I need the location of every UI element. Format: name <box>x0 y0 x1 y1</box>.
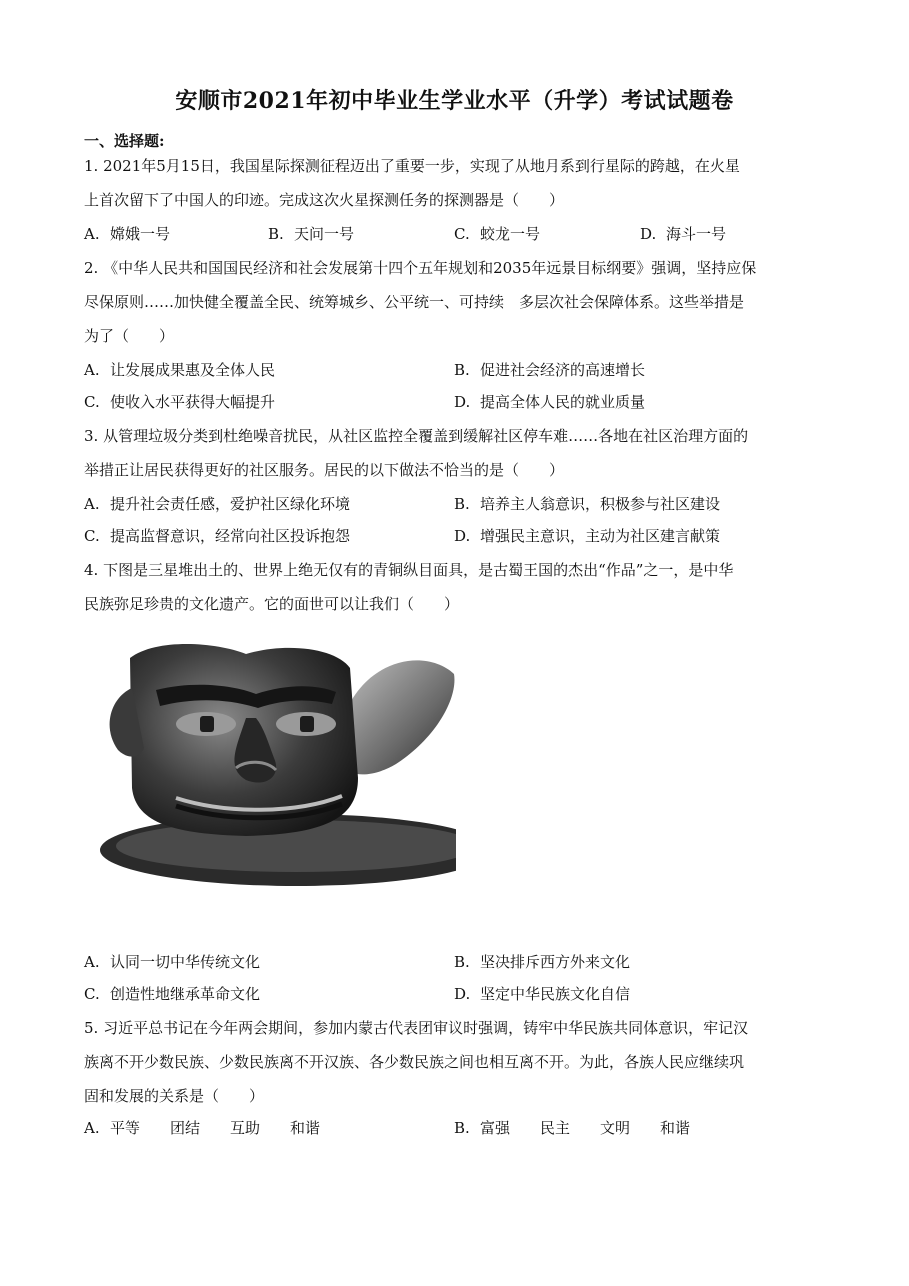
option-text: 坚定中华民族文化自信 <box>480 985 631 1003</box>
q3-option-b <box>454 494 720 514</box>
option-text: 蛟龙一号 <box>480 225 541 243</box>
option-key: A. <box>84 361 100 379</box>
question-4-line-1: 4. 下图是三星堆出土的、世界上绝无仅有的青铜纵目面具，是古蜀王国的杰出“作品”之一，是中华 <box>84 561 734 579</box>
option-key: A. <box>84 1119 100 1137</box>
mask-left-pupil <box>200 716 214 732</box>
option-text: 增强民主意识，主动为社区建言献策 <box>480 527 721 545</box>
question-2-line-3: 为了（ ） <box>84 327 175 345</box>
option-key: C. <box>84 393 100 411</box>
q5-option-b <box>454 1118 690 1138</box>
q2-option-c <box>84 392 275 412</box>
option-key: B. <box>454 361 470 379</box>
option-text: 平等 团结 互助 和谐 <box>110 1119 321 1137</box>
question-1-line-1: 1. 2021年5月15日，我国星际探测征程迈出了重要一步，实现了从地月系到行星际的跨越，在火星 <box>84 157 740 175</box>
option-text: 坚决排斥西方外来文化 <box>480 953 631 971</box>
option-key: A. <box>84 953 100 971</box>
option-text: 提升社会责任感，爱护社区绿化环境 <box>110 495 351 513</box>
q4-option-a <box>84 952 260 972</box>
option-text: 培养主人翁意识，积极参与社区建设 <box>480 495 721 513</box>
option-key: B. <box>268 225 284 243</box>
option-text: 创造性地继承革命文化 <box>110 985 261 1003</box>
question-3-line-1: 3. 从管理垃圾分类到杜绝噪音扰民，从社区监控全覆盖到缓解社区停车难……各地在社区治理方面的 <box>84 427 749 445</box>
q2-option-a <box>84 360 275 380</box>
option-key: B. <box>454 953 470 971</box>
option-key: A. <box>84 225 100 243</box>
option-text: 提高监督意识，经常向社区投诉抱怨 <box>110 527 351 545</box>
option-key: B. <box>454 495 470 513</box>
option-text: 富强 民主 文明 和谐 <box>480 1119 691 1137</box>
option-key: D. <box>454 393 471 411</box>
question-2-line-1: 2. 《中华人民共和国国民经济和社会发展第十四个五年规划和2035年远景目标纲要》强调，坚持应保 <box>84 259 757 277</box>
option-key: D. <box>454 527 471 545</box>
option-text: 促进社会经济的高速增长 <box>480 361 646 379</box>
option-text: 让发展成果惠及全体人民 <box>110 361 276 379</box>
option-key: C. <box>84 527 100 545</box>
q4-option-c <box>84 984 260 1004</box>
option-text: 天问一号 <box>294 225 355 243</box>
q4-option-b <box>454 952 630 972</box>
q1-option-c <box>454 224 540 244</box>
question-3-line-2: 举措正让居民获得更好的社区服务。居民的以下做法不恰当的是（ ） <box>84 461 565 479</box>
q1-option-b <box>268 224 354 244</box>
question-5-line-2: 族离不开少数民族、少数民族离不开汉族、各少数民族之间也相互离不开。为此，各族人民应继续巩 <box>84 1053 745 1071</box>
q1-option-a <box>84 224 170 244</box>
question-1-line-2: 上首次留下了中国人的印迹。完成这次火星探测任务的探测器是（ ） <box>84 191 565 209</box>
q4-option-d <box>454 984 630 1004</box>
section-heading: 一、选择题: <box>84 132 165 150</box>
question-4-line-2: 民族弥足珍贵的文化遗产。它的面世可以让我们（ ） <box>84 595 460 613</box>
q2-option-d <box>454 392 645 412</box>
option-text: 提高全体人民的就业质量 <box>480 393 646 411</box>
q1-option-d <box>640 224 726 244</box>
option-key: C. <box>454 225 470 243</box>
q3-option-c <box>84 526 350 546</box>
option-key: C. <box>84 985 100 1003</box>
question-5-line-3: 固和发展的关系是（ ） <box>84 1087 265 1105</box>
option-key: A. <box>84 495 100 513</box>
mask-right-pupil <box>300 716 314 732</box>
option-text: 海斗一号 <box>666 225 727 243</box>
exam-title: 安顺市2021年初中毕业生学业水平（升学）考试试题卷 <box>175 88 734 114</box>
option-key: D. <box>454 985 471 1003</box>
q3-option-a <box>84 494 350 514</box>
q5-option-a <box>84 1118 320 1138</box>
option-key: D. <box>640 225 657 243</box>
question-2-line-2: 尽保原则……加快健全覆盖全民、统筹城乡、公平统一、可持续 多层次社会保障体系。这些举措是 <box>84 293 745 311</box>
option-text: 使收入水平获得大幅提升 <box>110 393 276 411</box>
bronze-mask-image <box>96 628 456 898</box>
q3-option-d <box>454 526 720 546</box>
question-5-line-1: 5. 习近平总书记在今年两会期间，参加内蒙古代表团审议时强调，铸牢中华民族共同体意识，牢记汉 <box>84 1019 749 1037</box>
option-text: 认同一切中华传统文化 <box>110 953 261 971</box>
option-key: B. <box>454 1119 470 1137</box>
q2-option-b <box>454 360 645 380</box>
option-text: 嫦娥一号 <box>110 225 171 243</box>
mask-right-ear <box>344 660 454 774</box>
